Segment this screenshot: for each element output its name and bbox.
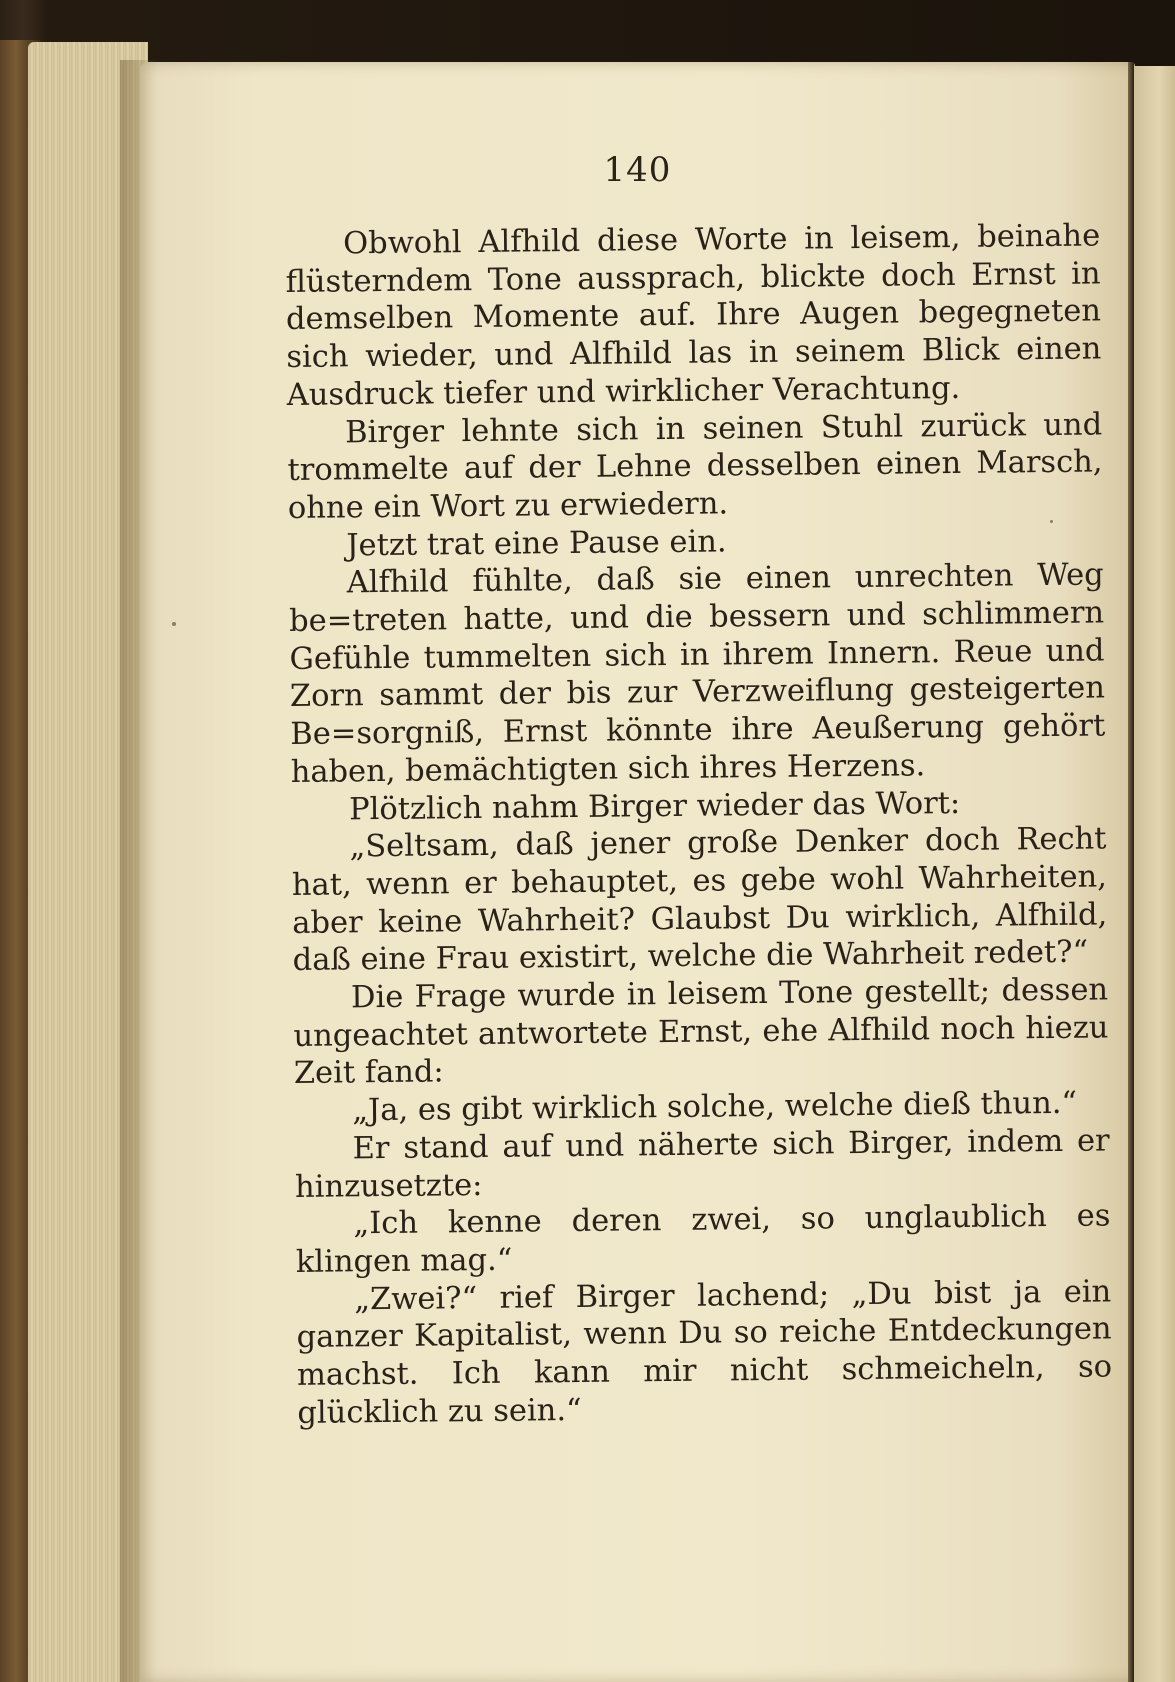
page-text xyxy=(285,217,1113,1432)
paragraph: Er stand auf und näherte sich Birger, indem er hinzusetzte: xyxy=(294,1123,1110,1205)
paragraph: Plötzlich nahm Birger wieder das Wort: xyxy=(348,785,961,827)
paragraph: Alfhild fühlte, daß sie einen unrechten Weg be=treten hatte, und die bessern und schlimmern Gefühle tummelten sich in ihrem Innern. Reue und Zorn sammt der bis zur Verzweiflung gesteigerten Be=sorgniß, Ernst könnte ihre Aeußerung gehört haben, bemächtigten sich ihres Herzens. xyxy=(288,557,1106,790)
paragraph: „Zwei?“ rief Birger lachend; „Du bist ja ein ganzer Kapitalist, wenn Du so reiche Entdeckungen machst. Ich kann mir nicht schmeicheln, so glücklich zu sein.“ xyxy=(296,1274,1113,1431)
facing-page-edge xyxy=(1134,66,1175,1682)
paragraph: „Ja, es gibt wirklich solche, welche dieß thun.“ xyxy=(352,1085,1078,1129)
paragraph: Die Frage wurde in leisem Tone gestellt; dessen ungeachtet antwortete Ernst, ehe Alfhild noch hiezu Zeit fand: xyxy=(293,972,1109,1092)
paragraph: „Ich kenne deren zwei, so unglaublich es klingen mag.“ xyxy=(295,1198,1111,1280)
paper-speck xyxy=(172,622,176,626)
paper-speck xyxy=(1050,520,1053,523)
paragraph: Birger lehnte sich in seinen Stuhl zurück und trommelte auf der Lehne desselben einen Marsch, ohne ein Wort zu erwiedern. xyxy=(287,406,1103,526)
paragraph: Obwohl Alfhild diese Worte in leisem, beinahe flüsterndem Tone aussprach, blickte doch Ernst in demselben Momente auf. Ihre Augen begegneten sich wieder, und Alfhild las in seinem Blick einen Ausdruck tiefer und wirklicher Verachtung. xyxy=(285,218,1102,413)
page-number: 140 xyxy=(603,150,672,190)
paragraph: „Seltsam, daß jener große Denker doch Recht hat, wenn er behauptet, es gebe wohl Wahrheiten, aber keine Wahrheit? Glaubst Du wirklich, Alfhild, daß eine Frau existirt, welche die Wahrheit redet?“ xyxy=(291,821,1108,979)
paragraph: Jetzt trat eine Pause ein. xyxy=(346,524,727,563)
